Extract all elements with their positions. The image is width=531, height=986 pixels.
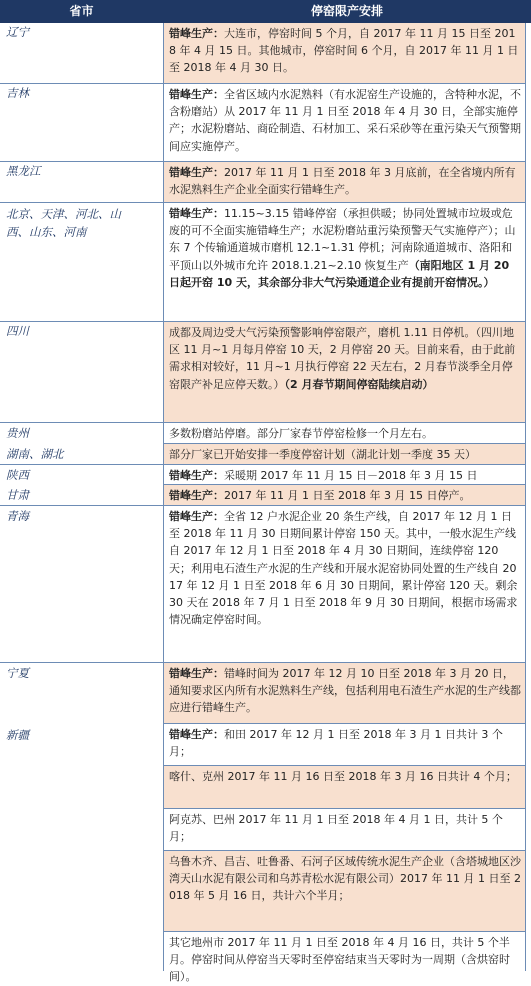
- province-heilongjiang: 黑龙江: [6, 164, 41, 178]
- table-row: [0, 465, 531, 484]
- province-jilin: 吉林: [6, 86, 29, 100]
- table-row: [0, 724, 531, 984]
- plan-jilin: 错峰生产：全省区域内水泥熟料（有水泥窑生产设施的，含特种水泥，不含粉磨站）从 2017 年 11 月 1 日至 2018 年 4 月 30 日，全部实施停产；水泥粉磨站、商砼制造、石材加工、采石采砂等在重污染天气预警期间应实施停产。: [169, 88, 521, 153]
- row-divider: [163, 850, 526, 851]
- plan-xinjiang-part1: 错峰生产：和田 2017 年 12 月 1 日至 2018 年 3 月 1 日共计 3 个月；: [169, 728, 503, 759]
- province-xinjiang: 新疆: [6, 728, 29, 742]
- table-row: [0, 84, 531, 161]
- plan-guizhou: 多数粉磨站停磨。部分厂家春节停窑检修一个月左右。: [169, 427, 433, 440]
- province-guizhou: 贵州: [6, 426, 29, 440]
- table-row: [0, 162, 531, 202]
- row-divider: [0, 422, 526, 423]
- province-gansu: 甘肃: [6, 488, 29, 502]
- table-row: [0, 322, 531, 422]
- province-liaoning: 辽宁: [6, 25, 29, 39]
- plan-shaanxi: 错峰生产：采暖期 2017 年 11 月 15 日－2018 年 3 月 15 日: [169, 469, 478, 482]
- row-divider: [0, 464, 526, 465]
- province-ningxia: 宁夏: [6, 666, 29, 680]
- header-province: 省市: [69, 4, 94, 18]
- province-north-line1: 北京、天津、河北、山: [6, 207, 121, 221]
- row-divider: [0, 202, 526, 203]
- table-row: [0, 23, 531, 83]
- plan-heilongjiang: 错峰生产：2017 年 11 月 1 日至 2018 年 3 月底前，在全省境内所有水泥熟料生产企业全面实行错峰生产。: [163, 162, 525, 202]
- plan-gansu: 错峰生产：2017 年 11 月 1 日至 2018 年 3 月 15 日停产。: [163, 485, 525, 505]
- plan-xinjiang-part3: 阿克苏、巴州 2017 年 11 月 1 日至 2018 年 4 月 1 日，共计 5 个月；: [169, 813, 503, 844]
- row-divider: [163, 931, 526, 932]
- row-divider: [0, 662, 526, 663]
- column-divider: [163, 23, 164, 971]
- plan-north: 错峰生产：11.15~3.15 错峰停窑（承担供暖；协同处置城市垃圾或危废的可不全面实施错峰生产；水泥粉磨站重污染预警天气实施停产）；山东 7 个传输通道城市磨机 12.1~1.31 停机；河南除通道城市、洛阳和平顶山以外城市允许 2018.1.21~2.10 恢复生产（南阳地区 1 月 20 日起开窑 10 天，其余部分非大气污染通道企业有提前开窑情况。）: [169, 207, 516, 289]
- table-row: [0, 506, 531, 662]
- table-row: [0, 444, 531, 464]
- table-row: [0, 663, 531, 723]
- table-row: [0, 423, 531, 443]
- row-divider: [0, 321, 526, 322]
- row-divider: [163, 723, 526, 724]
- plan-xinjiang-part2: 喀什、克州 2017 年 11 月 16 日至 2018 年 3 月 16 日共计 4 个月；: [163, 766, 525, 808]
- table-row: [0, 485, 531, 505]
- province-sichuan: 四川: [6, 324, 29, 338]
- plan-xinjiang-part5: 其它地州市 2017 年 11 月 1 日至 2018 年 4 月 16 日，共计 5 个半月。停窑时间从停窑当天零时至停窑结束当天零时为一周期（含烘窑时间）。: [169, 936, 510, 984]
- plan-qinghai: 错峰生产：全省 12 户水泥企业 20 条生产线，自 2017 年 12 月 1 日至 2018 年 11 月 30 日期间累计停窑 150 天。其中，一般水泥生产线自 2017 年 12 月 1 日至 2018 年 4 月 30 日期间，连续停窑 120 天；利用电石渣生产水泥的生产线和开展水泥窑协同处置的生产线自 2017 年 12 月 1 日至 2018 年 6 月 30 日期间，累计停窑 120 天。剩余 30 天在 2018 年 7 月 1 日至 2018 年 9 月 30 日期间，根据市场需求情况确定停窑时间。: [169, 510, 518, 627]
- plan-sichuan: 成都及周边受大气污染预警影响停窑限产，磨机 1.11 日停机。（四川地区 11 月~1 月每月停窑 10 天，2 月停窑 20 天。目前来看，由于此前需求相对较好，11 月~1 月执行停窑 22 天左右，2 月春节淡季全月停窑限产补足应停天数。）（2 月春节期间停窑陆续启动）: [163, 322, 525, 422]
- plan-xinjiang-part4: 乌鲁木齐、昌吉、吐鲁番、石河子区域传统水泥生产企业（含塔城地区沙湾天山水泥有限公司和乌苏青松水泥有限公司）2017 年 11 月 1 日至 2018 年 5 月 16 日，共计六个半月；: [163, 851, 525, 931]
- table-row: [0, 203, 531, 321]
- row-divider: [163, 443, 526, 444]
- table-header: [0, 0, 531, 23]
- province-qinghai: 青海: [6, 509, 29, 523]
- province-north-line2: 西、山东、河南: [6, 225, 87, 239]
- row-divider: [163, 484, 526, 485]
- row-divider: [163, 765, 526, 766]
- plan-liaoning: 错峰生产：大连市，停窑时间 5 个月，自 2017 年 11 月 15 日至 2018 年 4 月 15 日。其他城市，停窑时间 6 个月，自 2017 年 11 月 1 日至 2018 年 4 月 30 日。: [163, 23, 525, 83]
- province-hunan-hubei: 湖南、湖北: [6, 447, 64, 461]
- row-divider: [163, 808, 526, 809]
- row-divider: [0, 83, 526, 84]
- plan-ningxia: 错峰生产：错峰时间为 2017 年 12 月 10 日至 2018 年 3 月 20 日，通知要求区内所有水泥熟料生产线，包括利用电石渣生产水泥的生产线都应进行错峰生产。: [163, 663, 525, 723]
- header-plan: 停窑限产安排: [310, 4, 383, 18]
- row-divider: [0, 505, 526, 506]
- right-border: [525, 23, 526, 971]
- province-shaanxi: 陕西: [6, 468, 29, 482]
- plan-hunan-hubei: 部分厂家已开始安排一季度停窑计划（湖北计划一季度 35 天）: [163, 444, 525, 464]
- row-divider: [0, 161, 526, 162]
